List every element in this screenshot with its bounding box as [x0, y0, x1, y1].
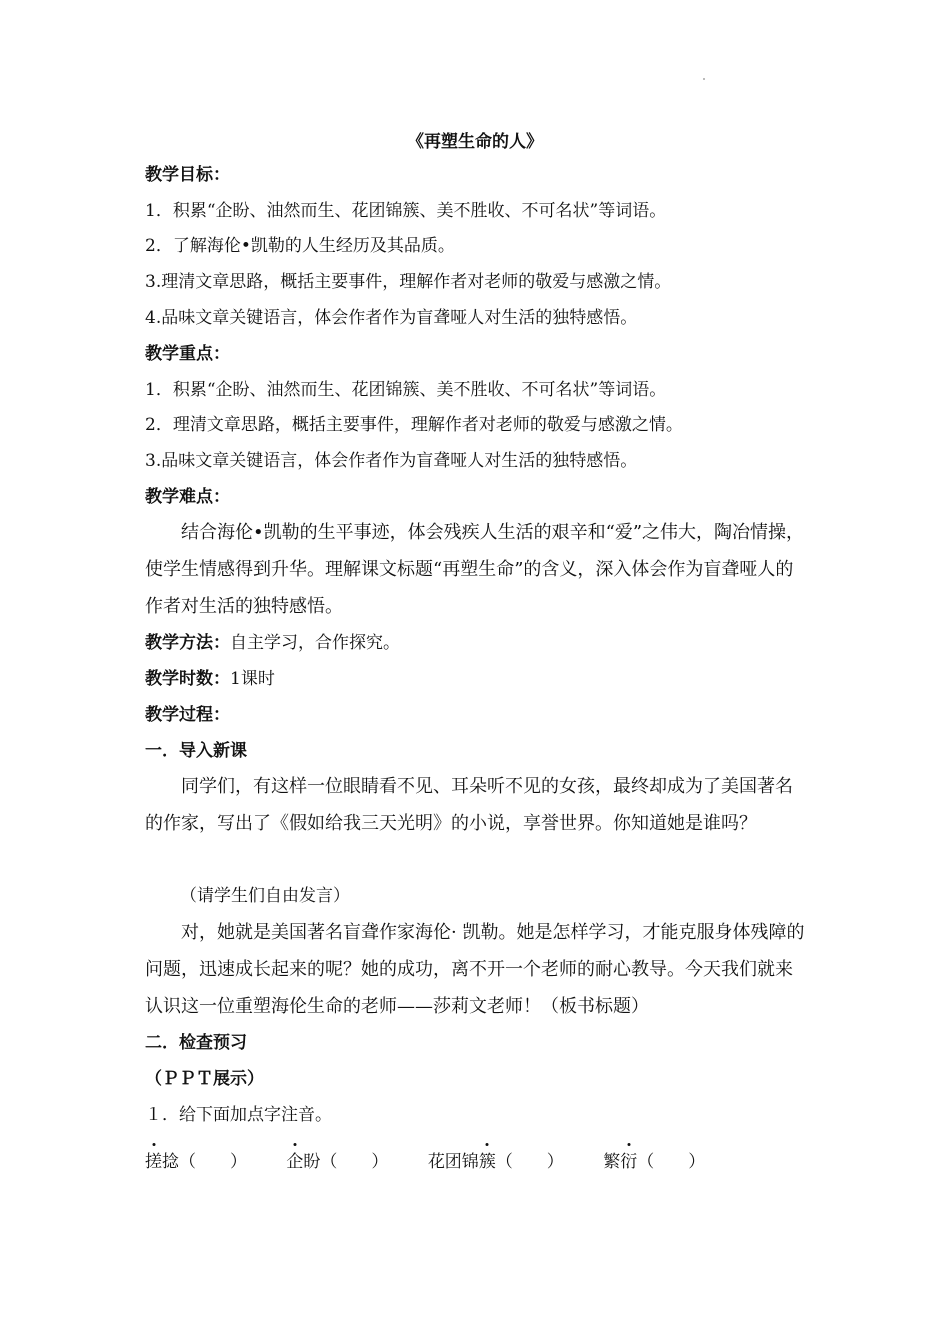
objective-item: 2．了解海伦•凯勒的人生经历及其品质。: [145, 236, 455, 256]
objective-item: 4.品味文章关键语言，体会作者作为盲聋哑人对生活的独特感悟。: [145, 308, 638, 328]
pinyin-word-list: [145, 1150, 739, 1174]
method-value: 自主学习，合作探究。: [230, 633, 400, 653]
pinyin-task: １．给下面加点字注音。: [145, 1105, 332, 1125]
difficulties-paragraph: 结合海伦•凯勒的生平事迹，体会残疾人生活的艰辛和“爱”之伟大，陶冶情操，使学生情感得到升华。理解课文标题“再塑生命”的含义，深入体会作为盲聋哑人的作者对生活的独特感悟。: [145, 522, 805, 617]
hours-label: 教学时数：: [145, 669, 230, 689]
hours-line: [145, 668, 275, 690]
ppt-label: （ＰＰＴ展示）: [145, 1069, 264, 1089]
objective-item: 3.理清文章思路，概括主要事件，理解作者对老师的敬爱与感激之情。: [145, 272, 672, 292]
section2-heading: 二．检查预习: [145, 1033, 247, 1053]
dotted-char: 企: [286, 1152, 304, 1172]
objective-item: 1．积累“企盼、油然而生、花团锦簇、美不胜收、不可名状”等词语。: [145, 201, 667, 221]
method-line: [145, 632, 400, 654]
pinyin-word: 花团锦簇（ ）: [427, 1152, 564, 1172]
dotted-char: 簇: [478, 1152, 496, 1172]
pinyin-word: 繁衍（ ）: [603, 1152, 706, 1172]
key-point-item: 1．积累“企盼、油然而生、花团锦簇、美不胜收、不可名状”等词语。: [145, 380, 667, 400]
student-note: （请学生们自由发言）: [180, 886, 350, 906]
dotted-char: 搓: [145, 1152, 162, 1172]
intro-paragraph: 同学们，有这样一位眼睛看不见、耳朵听不见的女孩，最终却成为了美国著名的作家，写出了《假如给我三天光明》的小说，享誉世界。你知道她是谁吗？: [145, 776, 793, 834]
scan-dot: [703, 78, 705, 80]
method-label: 教学方法：: [145, 633, 230, 653]
key-point-item: 2．理清文章思路，概括主要事件，理解作者对老师的敬爱与感激之情。: [145, 415, 683, 435]
pinyin-word: 企盼（ ）: [286, 1152, 389, 1172]
key-point-item: 3.品味文章关键语言，体会作者作为盲聋哑人对生活的独特感悟。: [145, 451, 638, 471]
objectives-heading: 教学目标：: [145, 165, 230, 185]
process-heading: 教学过程：: [145, 705, 230, 725]
dotted-char: 衍: [620, 1152, 638, 1172]
document-title: 《再塑生命的人》: [407, 132, 543, 152]
intro-paragraph-2: 对，她就是美国著名盲聋作家海伦· 凯勒。她是怎样学习，才能克服身体残障的问题，迅速成长起来的呢？她的成功，离不开一个老师的耐心教导。今天我们就来认识这一位重塑海伦生命的老师——莎莉文老师！（板书标题）: [145, 922, 805, 1017]
hours-value: 1课时: [230, 669, 275, 689]
difficulties-heading: 教学难点：: [145, 487, 230, 507]
key-points-heading: 教学重点：: [145, 344, 230, 364]
section1-heading: 一．导入新课: [145, 741, 247, 761]
pinyin-word: 搓捻（ ）: [145, 1152, 247, 1172]
